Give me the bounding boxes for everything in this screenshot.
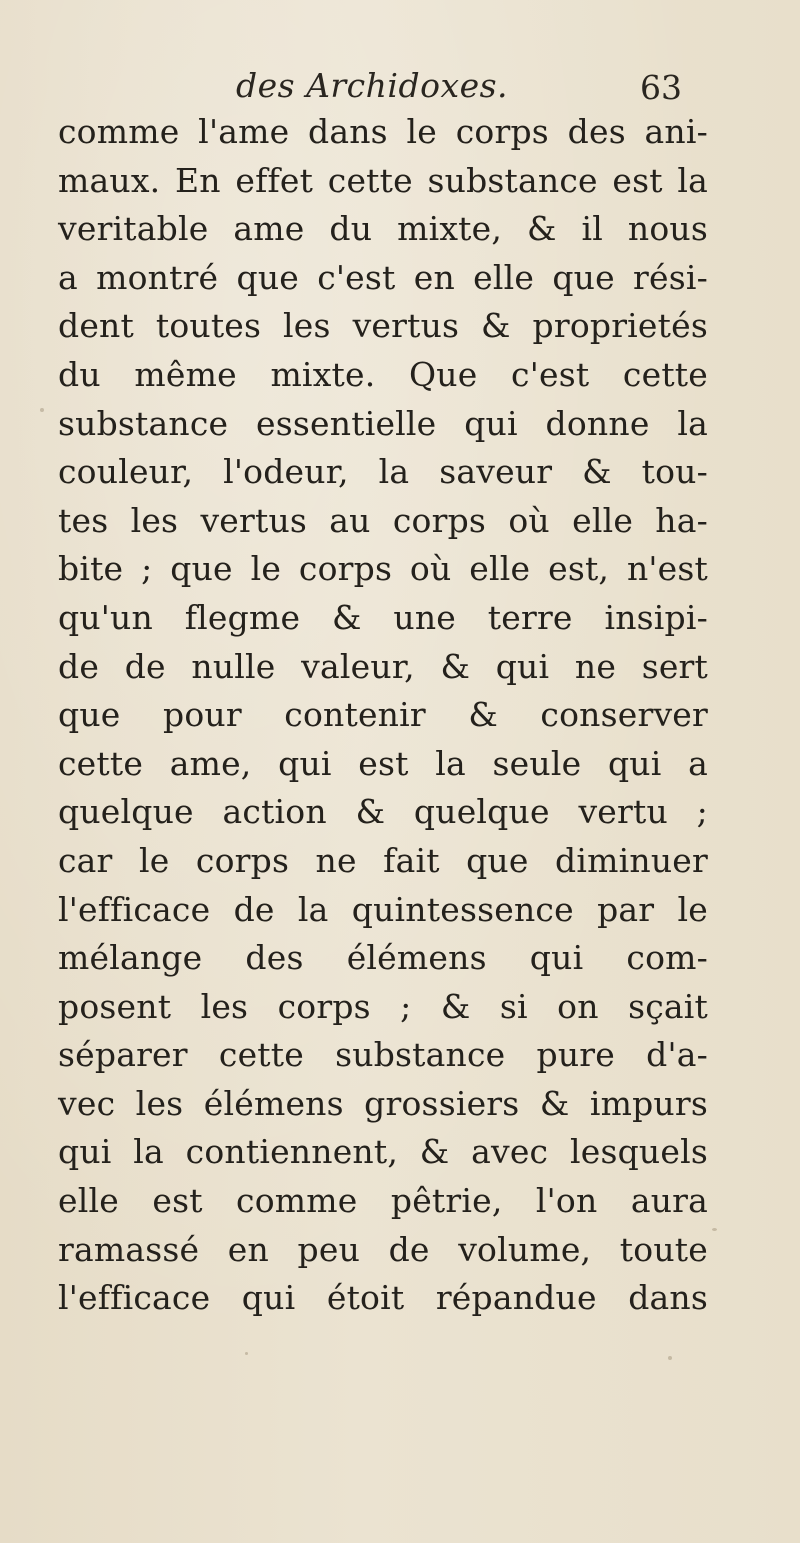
text-line: qu'un flegme & une terre insipi- bbox=[58, 597, 708, 637]
text-line: veritable ame du mixte, & il nous bbox=[58, 209, 708, 249]
text-line: ramassé en peu de volume, toute bbox=[58, 1229, 708, 1269]
body-text bbox=[58, 108, 708, 1323]
text-line: vec les élémens grossiers & impurs bbox=[58, 1083, 708, 1123]
paper-speck bbox=[40, 408, 44, 412]
page-number: 63 bbox=[640, 68, 682, 107]
text-line: du même mixte. Que c'est cette bbox=[58, 354, 708, 394]
text-line: bite ; que le corps où elle est, n'est bbox=[58, 549, 708, 589]
text-line: car le corps ne fait que diminuer bbox=[58, 840, 708, 880]
text-line: couleur, l'odeur, la saveur & tou- bbox=[58, 452, 708, 492]
text-line: mélange des élémens qui com- bbox=[58, 938, 708, 978]
text-line: cette ame, qui est la seule qui a bbox=[58, 743, 708, 783]
text-line: elle est comme pêtrie, l'on aura bbox=[58, 1181, 708, 1221]
paper-speck bbox=[668, 1356, 672, 1360]
text-line: qui la contiennent, & avec lesquels bbox=[58, 1132, 708, 1172]
text-line: posent les corps ; & si on sçait bbox=[58, 986, 708, 1026]
text-line: maux. En effet cette substance est la bbox=[58, 160, 708, 200]
text-line: substance essentielle qui donne la bbox=[58, 403, 708, 443]
text-line: dent toutes les vertus & proprietés bbox=[58, 306, 708, 346]
running-title: des Archidoxes. bbox=[236, 66, 509, 105]
text-line: comme l'ame dans le corps des ani- bbox=[58, 112, 708, 151]
text-line: l'efficace qui étoit répandue dans bbox=[58, 1278, 708, 1318]
text-line: que pour contenir & conserver bbox=[58, 695, 708, 735]
paper-speck bbox=[245, 1352, 248, 1355]
text-line: l'efficace de la quintessence par le bbox=[58, 889, 708, 929]
text-line: quelque action & quelque vertu ; bbox=[58, 792, 708, 832]
text-line: tes les vertus au corps où elle ha- bbox=[58, 500, 708, 540]
text-line: séparer cette substance pure d'a- bbox=[58, 1035, 708, 1075]
paper-speck bbox=[712, 1228, 717, 1231]
text-line: de de nulle valeur, & qui ne sert bbox=[58, 646, 708, 686]
text-line: a montré que c'est en elle que rési- bbox=[58, 257, 708, 297]
